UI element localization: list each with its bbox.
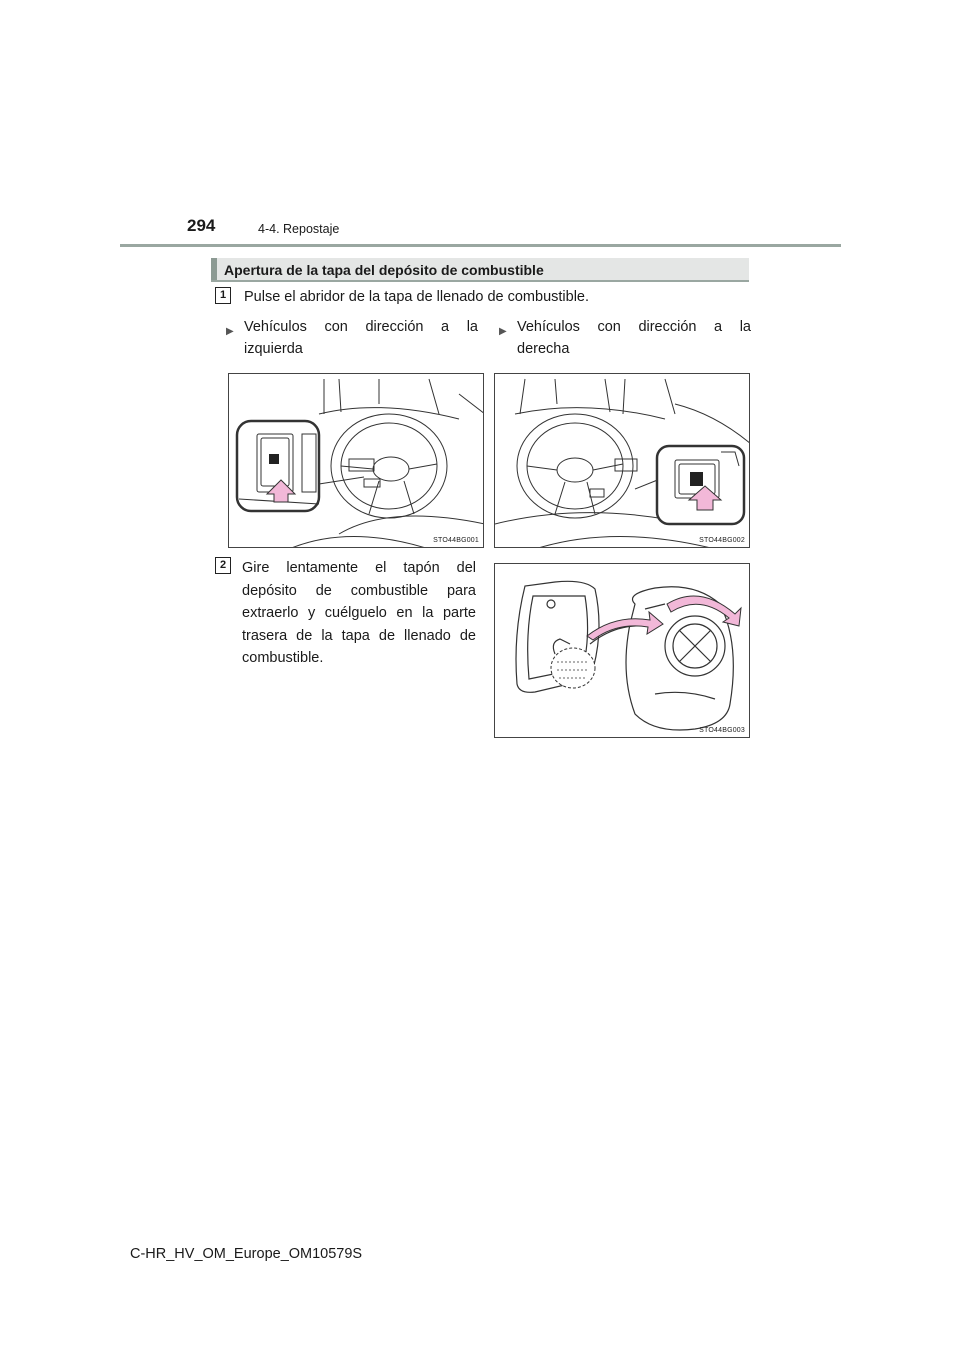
dashboard-illustration-rhd	[495, 374, 750, 548]
document-code-footer: C-HR_HV_OM_Europe_OM10579S	[130, 1246, 363, 1262]
step-badge-2: 2	[215, 557, 231, 574]
dashboard-illustration-lhd	[229, 374, 484, 548]
variant-label: Vehículos con dirección a la izquierda	[244, 319, 478, 357]
variant-right-hand-drive	[499, 316, 751, 360]
step-1-text: Pulse el abridor de la tapa de llenado de combustible.	[244, 289, 590, 305]
figure-fuel-cap	[494, 563, 750, 738]
triangle-right-icon: ▶	[499, 326, 507, 337]
figure-lhd-dashboard	[228, 373, 484, 548]
header-divider	[120, 244, 841, 247]
fuel-cap-illustration	[495, 564, 750, 738]
variant-label: Vehículos con dirección a la derecha	[517, 319, 751, 357]
figure-rhd-dashboard	[494, 373, 750, 548]
section-heading-accent	[211, 258, 217, 280]
section-reference: 4-4. Repostaje	[258, 222, 340, 236]
triangle-right-icon: ▶	[226, 326, 234, 337]
step-2-text: Gire lentamente el tapón del depósito de combustible para extraerlo y cuélguelo en la parte trasera de la tapa de llenado de combustible.	[242, 560, 476, 666]
fuel-pump-icon	[269, 454, 279, 464]
fuel-pump-icon	[690, 472, 703, 486]
step-badge-1: 1	[215, 287, 231, 304]
page-number: 294	[187, 216, 216, 235]
variant-left-hand-drive	[226, 316, 478, 360]
figure-code: STO44BG003	[699, 727, 745, 734]
section-heading: Apertura de la tapa del depósito de combustible	[224, 262, 544, 278]
figure-code: STO44BG001	[433, 537, 479, 544]
section-heading-bar	[211, 258, 749, 282]
figure-code: STO44BG002	[699, 537, 745, 544]
